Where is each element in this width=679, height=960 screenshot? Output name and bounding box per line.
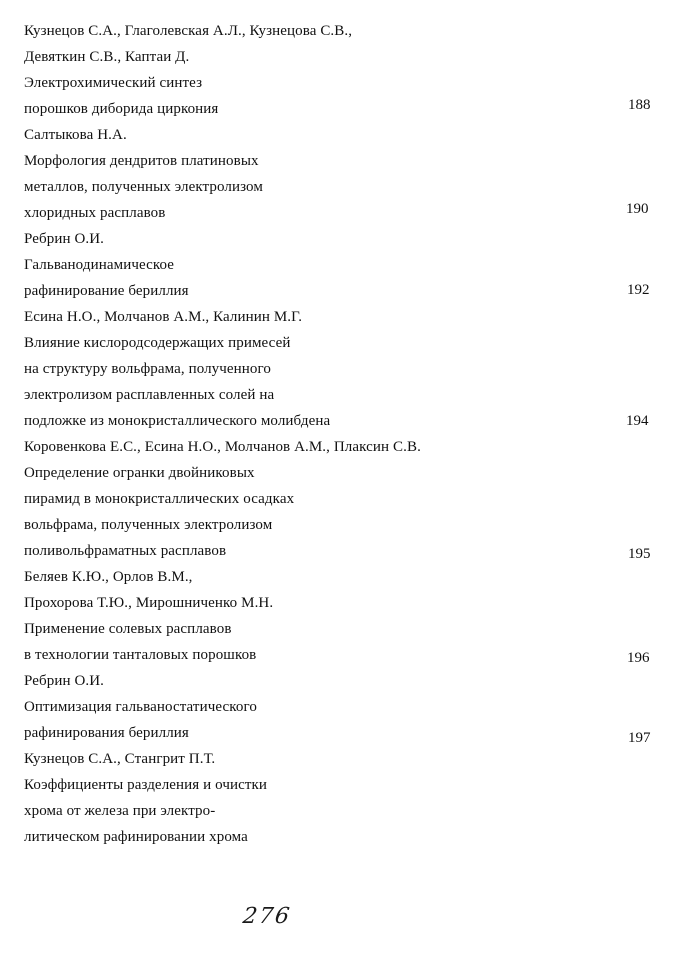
toc-line: в технологии танталовых порошков	[24, 647, 257, 663]
toc-line: Оптимизация гальваностатического	[24, 699, 257, 715]
toc-line: поливольфраматных расплавов	[24, 543, 227, 559]
toc-page-number: 197	[628, 730, 651, 746]
toc-line: хрома от железа при электро-	[24, 803, 216, 819]
toc-line: металлов, полученных электролизом	[24, 179, 263, 195]
toc-line: на структуру вольфрама, полученного	[24, 361, 272, 377]
toc-line: Салтыкова Н.А.	[24, 127, 127, 143]
toc-line: хлоридных расплавов	[24, 205, 166, 221]
toc-page-number: 190	[626, 201, 649, 217]
toc-line: Ребрин О.И.	[24, 231, 105, 247]
toc-line: литическом рафинировании хрома	[24, 829, 248, 845]
toc-line: рафинирование бериллия	[24, 283, 189, 299]
toc-line: Кузнецов С.А., Стангрит П.Т.	[24, 751, 216, 767]
toc-line: Применение солевых расплавов	[24, 621, 232, 637]
toc-line: Прохорова Т.Ю., Мирошниченко М.Н.	[24, 595, 274, 611]
toc-line: Определение огранки двойниковых	[24, 465, 255, 481]
toc-page-number: 195	[628, 546, 651, 562]
toc-line: вольфрама, полученных электролизом	[24, 517, 273, 533]
toc-line: Влияние кислородсодержащих примесей	[24, 335, 291, 351]
toc-line: Кузнецов С.А., Глаголевская А.Л., Кузнецова С.В.,	[24, 23, 353, 39]
toc-line: пирамид в монокристаллических осадках	[24, 491, 295, 507]
handwritten-page-number: 276	[241, 904, 293, 929]
toc-line: Ребрин О.И.	[24, 673, 105, 689]
toc-line: порошков диборида циркония	[24, 101, 219, 117]
toc-line: подложке из монокристаллического молибдена	[24, 413, 331, 429]
toc-line: Гальванодинамическое	[24, 257, 175, 273]
toc-line: Есина Н.О., Молчанов А.М., Калинин М.Г.	[24, 309, 303, 325]
toc-line: Коровенкова Е.С., Есина Н.О., Молчанов А.М., Плаксин С.В.	[24, 439, 421, 455]
toc-line: Электрохимический синтез	[24, 75, 203, 91]
toc-page-number: 192	[627, 282, 650, 298]
toc-line: Коэффициенты разделения и очистки	[24, 777, 268, 793]
toc-page-number: 196	[627, 650, 650, 666]
toc-line: Беляев К.Ю., Орлов В.М.,	[24, 569, 193, 585]
toc-page-number: 188	[628, 97, 651, 113]
toc-line: Морфология дендритов платиновых	[24, 153, 259, 169]
toc-line: электролизом расплавленных солей на	[24, 387, 275, 403]
toc-line: Девяткин С.В., Каптаи Д.	[24, 49, 190, 65]
toc-line: рафинирования бериллия	[24, 725, 189, 741]
toc-page-number: 194	[626, 413, 649, 429]
